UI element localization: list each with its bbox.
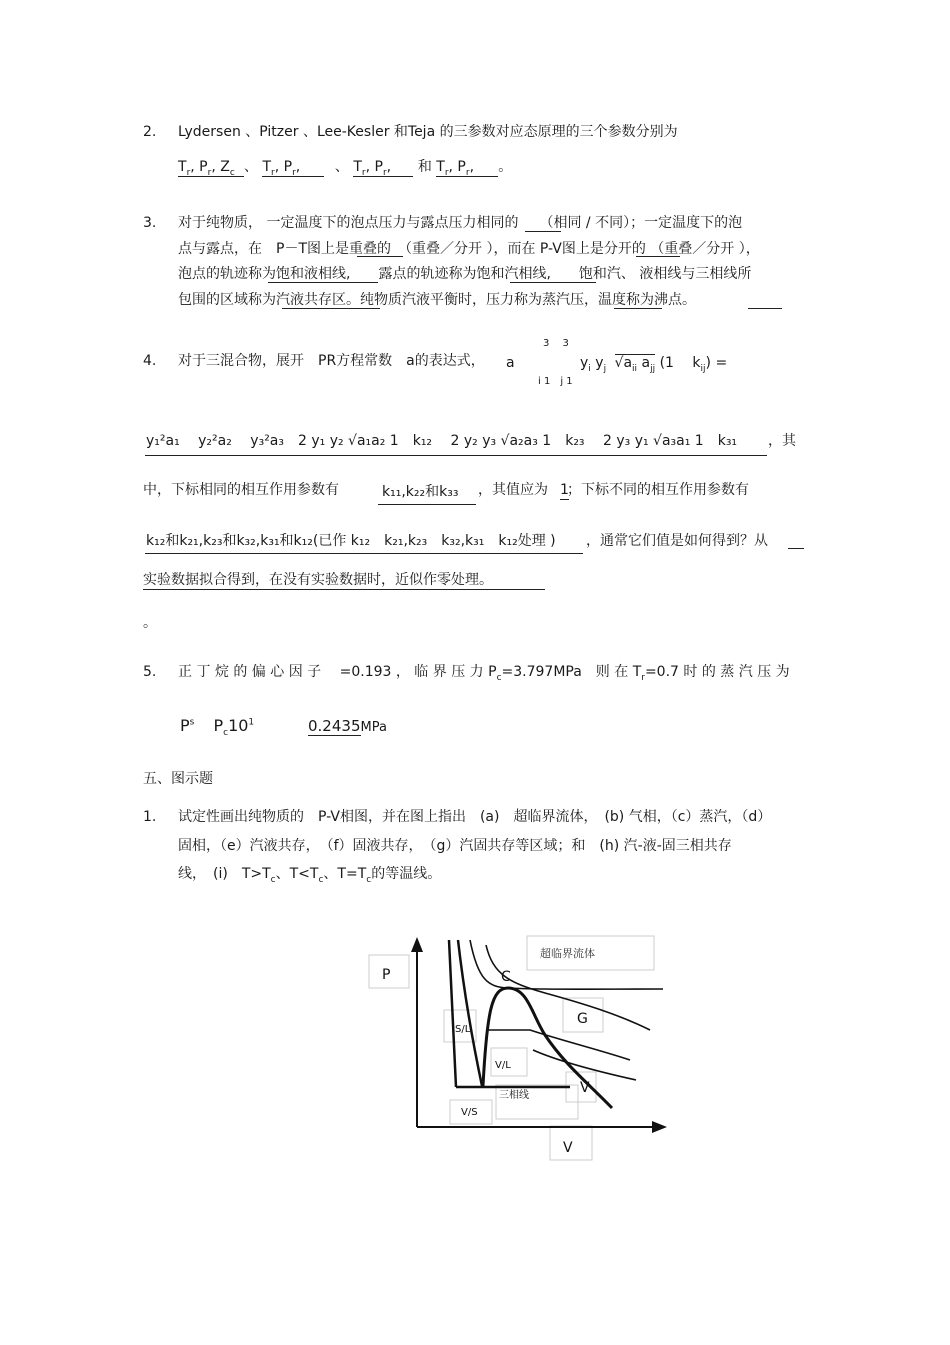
fig-q1-line3: 线， (i) $T>T_c$、$T<T_c$、$T=T_c$的等温线。: [178, 866, 442, 885]
q4-a-symbol: a: [506, 355, 515, 371]
q4-how-text: ，通常它们值是如何得到？从: [586, 533, 768, 549]
q2-answers: $T_r$, $P_r$, $Z_c$ 、 $T_r$, $P_r$, 、 $T_r$, $P_r$, 和 $T_r$, $P_r$, 。: [178, 159, 513, 178]
v-axis-arrow: [652, 1121, 667, 1133]
q4-sum-top: 3 3: [543, 338, 569, 349]
q5-formula: $P^s$ $P_c10^1$: [180, 716, 255, 739]
triple-line-label: 三相线: [499, 1090, 529, 1101]
vl-label: V/L: [495, 1060, 511, 1071]
q3-underline: [525, 231, 561, 232]
q4-number: 4.: [143, 353, 157, 369]
q4-how-answer: 实验数据拟合得到，在没有实验数据时，近似作零处理。: [143, 572, 493, 588]
q4-expansion-underline: [145, 455, 767, 456]
pv-phase-diagram: [365, 925, 675, 1170]
q4-after-expansion: ，其: [768, 433, 796, 449]
q4-value: 1: [560, 482, 569, 498]
q3-underline: [268, 282, 378, 283]
vs-label: V/S: [461, 1107, 478, 1118]
q4-end: 。: [143, 615, 157, 631]
q2-text: Lydersen 、Pitzer 、Lee-Kesler 和Teja 的三参数对应态原理的三个参数分别为: [178, 124, 678, 140]
q4-sum-bottom: i 1 j 1: [538, 376, 573, 387]
solid-liquid-line: [458, 940, 482, 1086]
q4-text: 对于三混合物，展开 PR方程常数 a的表达式，: [178, 353, 485, 369]
g-label: G: [577, 1011, 588, 1027]
q5-text: 正 丁 烷 的 偏 心 因 子 =0.193 ， 临 界 压 力 $P_c=3.797MPa$ 则 在 $T_r=0.7$ 时 的 蒸 汽 压 为: [178, 664, 790, 683]
q3-underline: [357, 256, 403, 257]
q2-number: 2.: [143, 124, 157, 140]
q3-line3: 泡点的轨迹称为饱和液相线, 露点的轨迹称为饱和汽相线, 饱和汽、 液相线与三相线所: [178, 266, 752, 282]
q4-how-answer-underline: [143, 589, 545, 590]
q3-line1: 对于纯物质， 一定温度下的泡点压力与露点压力相同的 （相同 / 不同）；一定温度下的泡: [178, 215, 743, 231]
lower-isotherm-2: [533, 1050, 636, 1080]
v-axis-label: V: [563, 1140, 573, 1156]
q4-same-text: 中，下标相同的相互作用参数有: [143, 482, 339, 498]
supercritical-label: 超临界流体: [540, 947, 595, 960]
section-title: 五、图示题: [143, 771, 213, 787]
p-label: P: [382, 967, 391, 983]
q3-line2: 点与露点，在 P－T图上是重叠的 （重叠／分开 ），而在 P-V图上是分开的 （重叠／分开 ），: [178, 241, 760, 257]
q3-underline: [748, 308, 782, 309]
q3-underline: [614, 308, 662, 309]
q4-expansion: y₁²a₁ y₂²a₂ y₃²a₃ 2 y₁ y₂ √a₁a₂ 1 k₁₂ 2 y₂ y₃ √a₂a₃ 1 k₂₃ 2 y₃ y₁ √a₃a₁ 1 k₃₁: [146, 433, 738, 449]
q4-value-text: ，其值应为: [478, 482, 548, 498]
fig-q1-line1: 试定性画出纯物质的 P-V相图，并在图上指出 (a) 超临界流体， (b) 气相，（c）蒸汽，（d）: [178, 809, 772, 825]
q3-underline: [636, 256, 680, 257]
q4-diff-params: k₁₂和k₂₁,k₂₃和k₃₂,k₃₁和k₁₂(已作 k₁₂ k₂₁,k₂₃ k₃₂,k₃₁ k₁₂处理 ): [146, 533, 556, 549]
p-axis-arrow: [411, 937, 423, 952]
q3-underline: [282, 308, 380, 309]
q4-same-underline: [378, 504, 476, 505]
q4-formula: $y_i$ $y_j$ $√a_{ii}$ $a_{jj}$ (1 $k_{ij}$) =: [580, 355, 728, 374]
solid-line: [449, 940, 456, 1087]
q5-number: 5.: [143, 664, 157, 680]
q3-number: 3.: [143, 215, 157, 231]
sl-label: S/L: [455, 1024, 471, 1035]
critical-point-label: C: [501, 969, 511, 985]
q4-how-underline: [788, 548, 804, 549]
fig-q1-line2: 固相，（e）汽液共存， （f）固液共存， （g）汽固共存等区域；和 (h) 汽-液-固三相共存: [178, 838, 732, 854]
q4-diff-text: ；下标不同的相互作用参数有: [567, 482, 749, 498]
q4-diff-underline: [145, 553, 583, 554]
v-region-label: V: [580, 1080, 590, 1096]
q3-underline: [510, 282, 596, 283]
fig-q1-number: 1.: [143, 809, 157, 825]
q4-same-params: k₁₁,k₂₂和k₃₃: [382, 484, 459, 500]
q3-line4: 包围的区域称为汽液共存区。纯物质汽液平衡时，压力称为蒸汽压，温度称为沸点。: [178, 292, 696, 308]
q5-result: 0.2435MPa: [308, 717, 387, 735]
